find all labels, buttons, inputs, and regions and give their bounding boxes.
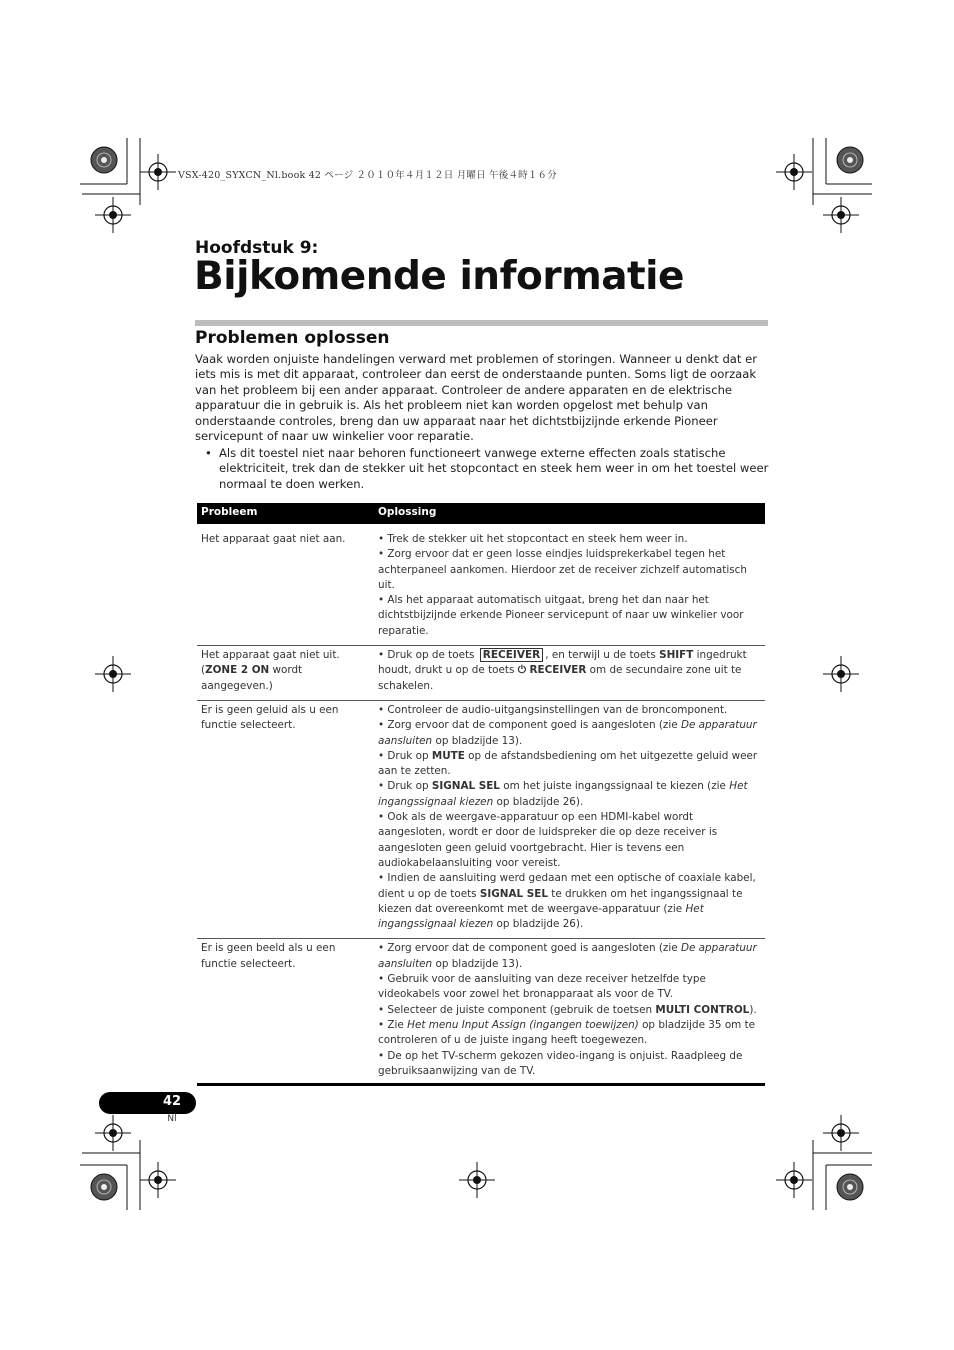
intro-paragraph: Vaak worden onjuiste handelingen verward met problemen of storingen. Wanneer u denkt dat er iets mis is met dit apparaat, controleer dan eerst de onderstaande punten. Soms ligt de oorzaak van het probleem bij een ander apparaat. Controleer de andere apparaten en de elektrische apparatuur die in gebruik is. Als het probleem niet kan worden opgelost met behulp van onderstaande controles, breng dan uw apparaat naar het dichtstbijzijnde erkende Pioneer servicepunt of naar uw winkelier voor reparatie. — [195, 352, 758, 444]
solution-item — [378, 718, 763, 749]
main-bullet — [205, 446, 770, 492]
solution-text: • Zorg ervoor dat de component goed is aangesloten (zie — [378, 719, 681, 732]
solution-text: op bladzijde 26). — [493, 795, 584, 808]
table-row — [197, 524, 765, 646]
registration-target-icon — [823, 656, 859, 692]
solution-text-italic: Het ingangssignaal kiezen — [378, 780, 748, 808]
table-header — [197, 503, 765, 524]
registration-target-icon — [776, 1162, 812, 1198]
solution-item: • Als het apparaat automatisch uitgaat, breng het dan naar het dichtstbijzijnde erkende Pioneer servicepunt of naar uw winkelier voor reparatie. — [378, 594, 744, 637]
page-title: Bijkomende informatie — [194, 254, 684, 299]
receiver-key-label: RECEIVER — [480, 648, 543, 662]
solution-text-italic: Het ingangssignaal kiezen — [378, 902, 704, 931]
solution-text: op bladzijde 26). — [493, 918, 584, 931]
solution-cell — [378, 941, 763, 1079]
registration-target-icon — [776, 154, 812, 190]
solution-text: om de secundaire zone uit te schakelen. — [378, 664, 742, 692]
solution-text: ). — [749, 1003, 757, 1016]
solution-item — [378, 648, 763, 694]
solution-item: • Zorg ervoor dat er geen losse eindjes luidsprekerkabel tegen het achterpaneel aankomen. Hierdoor zet de receiver zichzelf automatisch uit. — [378, 548, 747, 591]
bullet-dot-icon: • — [205, 446, 212, 460]
problem-text: Het apparaat gaat niet uit. ( — [201, 649, 340, 677]
troubleshooting-table — [197, 503, 765, 1086]
solution-text-bold: SHIFT — [659, 649, 694, 662]
registration-target-icon — [95, 197, 131, 233]
solution-item — [378, 941, 763, 972]
solution-text-bold: SIGNAL SEL — [431, 780, 500, 793]
problem-cell — [201, 648, 366, 694]
column-header-solution: Oplossing — [378, 506, 437, 518]
solution-text: • Druk op — [378, 780, 432, 793]
solution-text-bold: ⏻ RECEIVER — [517, 664, 587, 677]
solution-text: op bladzijde 13). — [432, 734, 523, 747]
solution-text: • Zorg ervoor dat de component goed is aangesloten (zie — [378, 942, 681, 955]
problem-text-bold: ZONE 2 ON — [205, 664, 270, 677]
problem-cell: Er is geen beeld als u een functie selecteert. — [201, 942, 336, 970]
chapter-label: Hoofdstuk 9: — [195, 238, 319, 258]
registration-star-icon — [837, 147, 863, 173]
solution-text-italic: De apparatuur aansluiten — [378, 719, 757, 747]
registration-star-icon — [91, 1174, 117, 1200]
registration-target-icon — [823, 1115, 859, 1151]
solution-text-bold: MUTE — [431, 749, 465, 762]
column-header-problem: Probleem — [201, 506, 258, 518]
problem-cell: Het apparaat gaat niet aan. — [201, 533, 346, 545]
solution-text: • Druk op de toets — [378, 649, 478, 662]
solution-text: • Druk op — [378, 749, 432, 762]
table-row — [197, 939, 765, 1086]
solution-item — [378, 749, 763, 780]
section-divider — [195, 320, 768, 326]
solution-text: te drukken om het ingangssignaal te kiezen dat overeenkomt met de weergave-apparatuur (zie — [378, 887, 743, 915]
registration-target-icon — [459, 1162, 495, 1198]
solution-item — [378, 1018, 763, 1049]
solution-item — [378, 1003, 763, 1018]
solution-text: om het juiste ingangssignaal te kiezen (zie — [499, 780, 730, 793]
solution-text-bold: MULTI CONTROL — [655, 1003, 750, 1016]
solution-item — [378, 871, 763, 932]
problem-cell: Er is geen geluid als u een functie selecteert. — [201, 703, 339, 732]
solution-text: op de afstandsbediening om het uitgezette geluid weer aan te zetten. — [378, 749, 758, 778]
solution-cell — [378, 648, 763, 694]
solution-item: • De op het TV-scherm gekozen video-ingang is onjuist. Raadpleeg de gebruiksaanwijzing van de TV. — [378, 1049, 743, 1077]
main-bullet-text: Als dit toestel niet naar behoren functioneert vanwege externe effecten zoals statische elektriciteit, trek dan de stekker uit het stopcontact en steek hem weer in om het toestel weer normaal te doen werken. — [219, 446, 769, 491]
solution-item: • Trek de stekker uit het stopcontact en steek hem weer in. — [378, 533, 688, 545]
registration-target-icon — [95, 1115, 131, 1151]
table-row — [197, 646, 765, 701]
registration-target-icon — [95, 656, 131, 692]
table-row — [197, 701, 765, 939]
print-header-note: VSX-420_SYXCN_Nl.book 42 ページ ２０１０年４月１２日 月曜日 午後４時１６分 — [178, 170, 557, 181]
solution-item: • Ook als de weergave-apparatuur op een HDMI-kabel wordt aangesloten, wordt er door de luidspreker die op deze receiver is aangesloten geen geluid voortgebracht. Hier is tevens een audiokabelaansluiting voor vereist. — [378, 811, 718, 869]
solution-text-bold: SIGNAL SEL — [479, 887, 548, 900]
solution-cell — [378, 703, 763, 932]
solution-text: • Zie — [378, 1018, 408, 1031]
registration-target-icon — [140, 1162, 176, 1198]
language-code: Nl — [167, 1114, 177, 1124]
registration-star-icon — [837, 1174, 863, 1200]
solution-text: op bladzijde 35 om te controleren of u de juiste ingang heeft toegewezen. — [378, 1018, 756, 1047]
solution-text-italic: De apparatuur aansluiten — [378, 942, 757, 970]
solution-item: • Controleer de audio-uitgangsinstellingen van de broncomponent. — [378, 703, 728, 716]
solution-cell — [378, 532, 763, 639]
section-title: Problemen oplossen — [195, 328, 390, 348]
solution-item: • Gebruik voor de aansluiting van deze receiver hetzelfde type videokabels voor zowel het bronapparaat als voor de TV. — [378, 973, 706, 1001]
solution-text: • Indien de aansluiting werd gedaan met een optische of coaxiale kabel, dient u op de toets — [378, 872, 756, 900]
registration-target-icon — [140, 154, 176, 190]
page-number: 42 — [162, 1094, 182, 1109]
solution-item — [378, 779, 763, 810]
problem-text: wordt aangegeven.) — [201, 664, 303, 692]
registration-target-icon — [823, 197, 859, 233]
solution-text: , en terwijl u de toets — [545, 649, 660, 662]
registration-star-icon — [91, 147, 117, 173]
solution-text: • Selecteer de juiste component (gebruik de toetsen — [378, 1003, 656, 1016]
solution-text: ingedrukt houdt, drukt u op de toets — [378, 649, 747, 677]
solution-text-italic: Het menu Input Assign (ingangen toewijzen) — [407, 1018, 639, 1031]
solution-text: op bladzijde 13). — [432, 957, 523, 970]
